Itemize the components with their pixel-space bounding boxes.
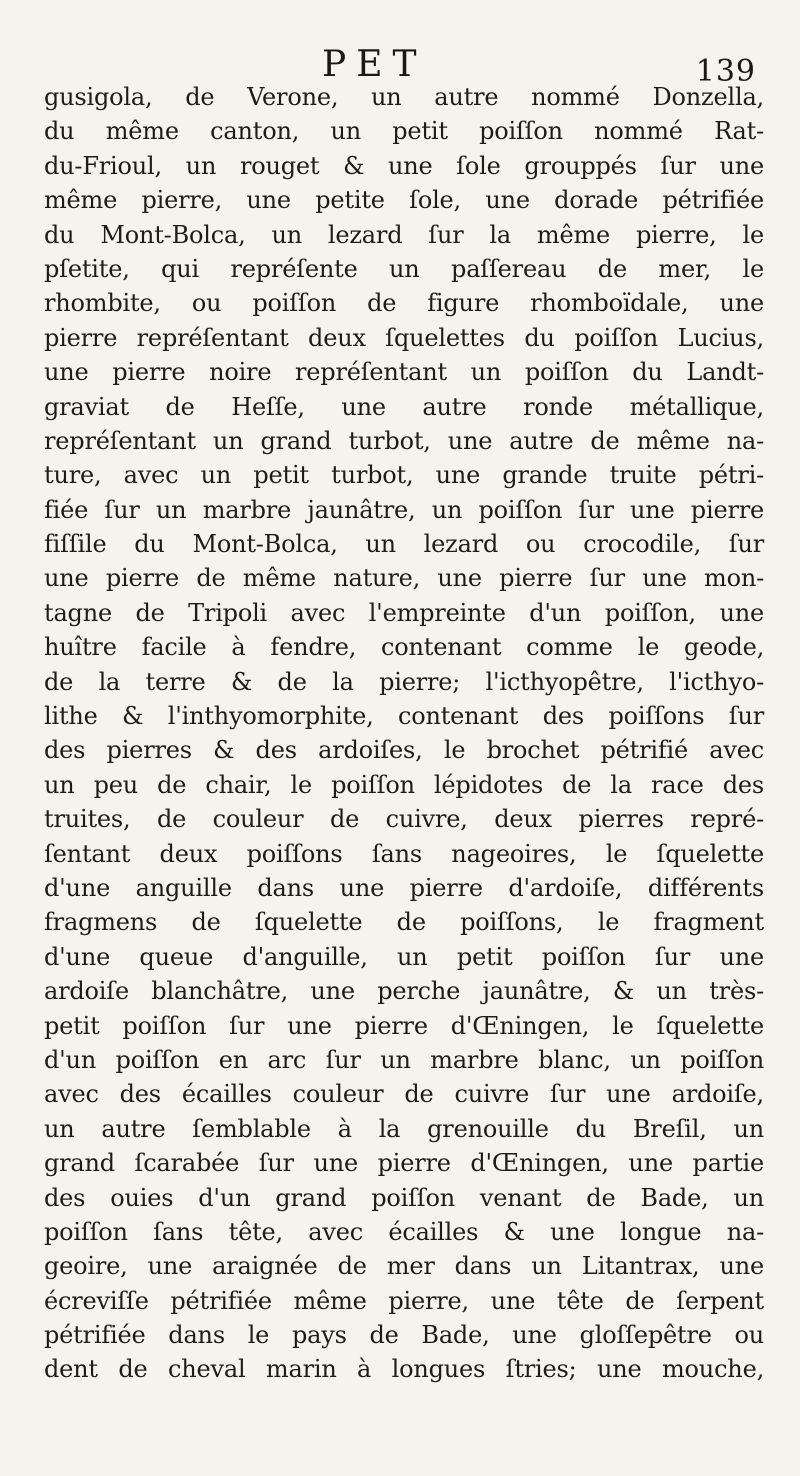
text-line: lithe & l'inthyomorphite, contenant des poiſſons ſur bbox=[44, 702, 764, 731]
text-line: ture, avec un petit turbot, une grande truite pétri- bbox=[44, 461, 764, 490]
text-line: rhombite, ou poiſſon de figure rhomboïdale, une bbox=[44, 289, 764, 318]
text-line: d'un poiſſon en arc ſur un marbre blanc, un poiſſon bbox=[44, 1045, 764, 1074]
text-line: des ouies d'un grand poiſſon venant de Bade, un bbox=[44, 1183, 764, 1212]
text-line: gusigola, de Verone, un autre nommé Donzella, bbox=[44, 83, 764, 111]
text-line: fiée ſur un marbre jaunâtre, un poiſſon ſur une pierre bbox=[44, 495, 764, 524]
text-line: pſetite, qui repréſente un paſſereau de mer, le bbox=[44, 254, 764, 283]
text-line: ardoiſe blanchâtre, une perche jaunâtre, & un très- bbox=[44, 977, 764, 1006]
text-line: grand ſcarabée ſur une pierre d'Œningen, une partie bbox=[44, 1149, 764, 1178]
text-line: de la terre & de la pierre; l'icthyopêtre, l'icthyo- bbox=[44, 667, 764, 696]
text-line: écreviſſe pétrifiée même pierre, une tête de ſerpent bbox=[44, 1286, 764, 1315]
text-line: fragmens de ſquelette de poiſſons, le fragment bbox=[44, 908, 764, 937]
running-head: PET bbox=[322, 44, 427, 85]
text-line: du-Frioul, un rouget & une ſole grouppés ſur une bbox=[44, 151, 764, 180]
text-line: une pierre de même nature, une pierre ſur une mon- bbox=[44, 564, 764, 593]
text-line: un autre ſemblable à la grenouille du Breſil, un bbox=[44, 1114, 764, 1143]
text-line: une pierre noire repréſentant un poiſſon du Landt- bbox=[44, 358, 764, 387]
text-line: geoire, une araignée de mer dans un Litantrax, une bbox=[44, 1252, 764, 1281]
text-line: un peu de chair, le poiſſon lépidotes de la race des bbox=[44, 770, 764, 799]
text-line: même pierre, une petite ſole, une dorade pétrifiée bbox=[44, 186, 764, 215]
text-line: repréſentant un grand turbot, une autre de même na- bbox=[44, 426, 764, 455]
text-line: d'une anguille dans une pierre d'ardoiſe, différents bbox=[44, 873, 764, 902]
text-line: dent de cheval marin à longues ſtries; une mouche, bbox=[44, 1355, 764, 1384]
text-line: huître facile à fendre, contenant comme le geode, bbox=[44, 633, 764, 662]
text-line: fiſſile du Mont-Bolca, un lezard ou crocodile, ſur bbox=[44, 530, 764, 559]
text-line: tagne de Tripoli avec l'empreinte d'un poiſſon, une bbox=[44, 598, 764, 627]
text-line: truites, de couleur de cuivre, deux pierres repré- bbox=[44, 805, 764, 834]
page-number: 139 bbox=[695, 54, 756, 89]
text-line: pierre repréſentant deux ſquelettes du poiſſon Lucius, bbox=[44, 323, 764, 352]
text-line: du même canton, un petit poiſſon nommé Rat- bbox=[44, 117, 764, 146]
text-line: pétrifiée dans le pays de Bade, une gloſſepêtre ou bbox=[44, 1321, 764, 1350]
text-line: avec des écailles couleur de cuivre ſur une ardoiſe, bbox=[44, 1080, 764, 1109]
text-line: ſentant deux poiſſons ſans nageoires, le ſquelette bbox=[44, 839, 764, 868]
text-line: poiſſon ſans tête, avec écailles & une longue na- bbox=[44, 1217, 764, 1246]
text-line: graviat de Heſſe, une autre ronde métallique, bbox=[44, 392, 764, 421]
body-text bbox=[44, 80, 764, 1387]
text-line: des pierres & des ardoiſes, le brochet pétrifié avec bbox=[44, 736, 764, 765]
text-line: petit poiſſon ſur une pierre d'Œningen, le ſquelette bbox=[44, 1011, 764, 1040]
text-line: d'une queue d'anguille, un petit poiſſon ſur une bbox=[44, 942, 764, 971]
text-line: du Mont-Bolca, un lezard ſur la même pierre, le bbox=[44, 220, 764, 249]
